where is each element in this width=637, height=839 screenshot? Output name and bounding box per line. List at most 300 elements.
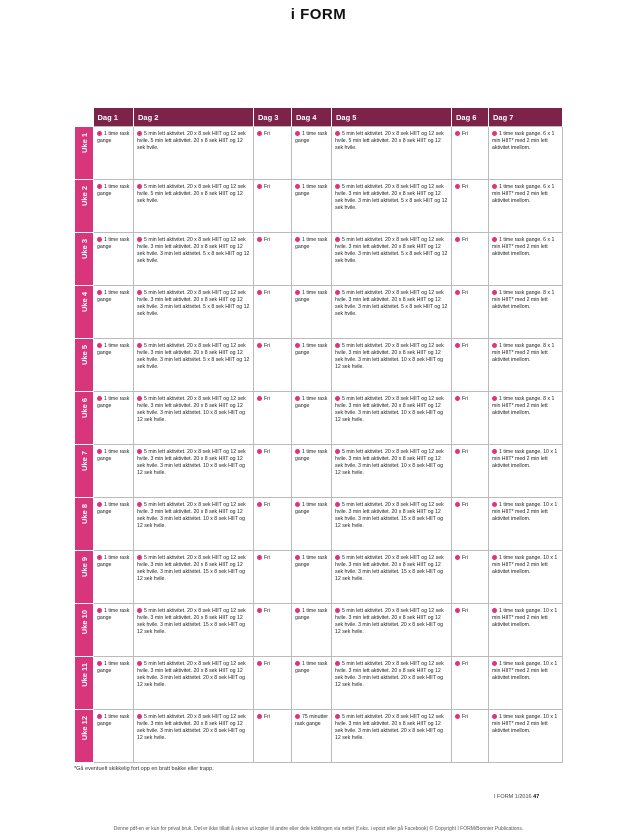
- activity-text: 1 time rask gange. 10 x 1 min HIIT* med 2 min lett aktivitet imellom.: [492, 661, 558, 681]
- week-label: Uke 11: [79, 663, 89, 687]
- activity-text: 5 min lett aktivitet. 20 x 8 sek HIIT og 12 sek hvile. 3 min lett aktivitet. 20 x 8 sek HIIT og 12 sek hvile. 3 min lett aktivitet. 5 x 8 sek HIIT og 12 sek hvile.: [137, 290, 250, 317]
- bullet-dot-icon: [335, 184, 340, 189]
- activity-text: 1 time rask gange: [97, 343, 130, 356]
- bullet-dot-icon: [492, 396, 497, 401]
- activity-text: 1 time rask gange: [295, 608, 328, 621]
- activity-text: 1 time rask gange: [97, 555, 130, 568]
- week-cell: [75, 180, 94, 233]
- bullet-dot-icon: [455, 237, 460, 242]
- activity-text: Fri: [264, 555, 271, 561]
- bullet-dot-icon: [97, 184, 102, 189]
- bullet-dot-icon: [492, 555, 497, 560]
- week-cell: [75, 551, 94, 604]
- day-cell: [452, 498, 489, 551]
- bullet-dot-icon: [455, 184, 460, 189]
- day-cell: [332, 233, 452, 286]
- bullet-dot-icon: [295, 502, 300, 507]
- day-cell: [489, 180, 563, 233]
- day-cell: [332, 657, 452, 710]
- bullet-dot-icon: [335, 449, 340, 454]
- week-label: Uke 9: [79, 557, 89, 578]
- day-cell: [489, 710, 563, 763]
- day-cell: [254, 604, 292, 657]
- week-row: [75, 445, 563, 498]
- week-row: [75, 710, 563, 763]
- bullet-dot-icon: [137, 714, 142, 719]
- activity-text: Fri: [462, 714, 469, 720]
- day-cell: [489, 339, 563, 392]
- activity-text: 5 min lett aktivitet. 20 x 8 sek HIIT og 12 sek hvile. 3 min lett aktivitet. 20 x 8 sek HIIT og 12 sek hvile. 3 min lett aktivitet. 15 x 8 sek HIIT og 12 sek hvile.: [137, 608, 246, 635]
- day-cell: [254, 445, 292, 498]
- day-cell: [489, 445, 563, 498]
- day-cell: [254, 233, 292, 286]
- week-cell: [75, 392, 94, 445]
- week-row: [75, 233, 563, 286]
- day-cell: [452, 657, 489, 710]
- week-label: Uke 6: [79, 398, 89, 419]
- activity-text: 5 min lett aktivitet. 20 x 8 sek HIIT og 12 sek hvile. 3 min lett aktivitet. 20 x 8 sek HIIT og 12 sek hvile. 3 min lett aktivitet. 10 x 8 sek HIIT og 12 sek hvile.: [335, 343, 444, 370]
- week-label: Uke 8: [79, 504, 89, 525]
- day-cell: [94, 657, 134, 710]
- week-cell: [75, 286, 94, 339]
- activity-text: 1 time rask gange. 6 x 1 min HIIT* med 2 min lett aktivitet imellom.: [492, 131, 555, 151]
- activity-text: 5 min lett aktivitet. 20 x 8 sek HIIT og 12 sek hvile. 3 min lett aktivitet. 20 x 8 sek HIIT og 12 sek hvile. 3 min lett aktivitet. 20 x 8 sek HIIT og 12 sek hvile.: [335, 714, 444, 741]
- day-cell: [134, 604, 254, 657]
- day-cell: [254, 657, 292, 710]
- day-cell: [94, 445, 134, 498]
- day-cell: [254, 392, 292, 445]
- day-cell: [292, 551, 332, 604]
- activity-text: 75 minutter rask gange: [295, 714, 328, 727]
- activity-text: Fri: [264, 608, 271, 614]
- activity-text: 5 min lett aktivitet. 20 x 8 sek HIIT og 12 sek hvile. 3 min lett aktivitet. 20 x 8 sek HIIT og 12 sek hvile. 3 min lett aktivitet. 10 x 8 sek HIIT og 12 sek hvile.: [137, 502, 246, 529]
- day-cell: [452, 339, 489, 392]
- bullet-dot-icon: [335, 396, 340, 401]
- day-cell: [292, 286, 332, 339]
- day-cell: [292, 339, 332, 392]
- activity-text: Fri: [462, 608, 469, 614]
- bullet-dot-icon: [492, 184, 497, 189]
- bullet-dot-icon: [137, 502, 142, 507]
- bullet-dot-icon: [97, 131, 102, 136]
- activity-text: Fri: [462, 449, 469, 455]
- bullet-dot-icon: [137, 449, 142, 454]
- day-cell: [332, 498, 452, 551]
- bullet-dot-icon: [97, 449, 102, 454]
- day-cell: [134, 339, 254, 392]
- copyright-disclaimer: Denne pdf-en er kun for privat bruk. Det er ikke tillatt å skrive ut kopier til andre eller dele koblingen via nettet (f.eks. i epost eller på Facebook) © Copyright I FORM/Bonnier Publications.: [113, 826, 524, 832]
- week-row: [75, 392, 563, 445]
- week-cell: [75, 657, 94, 710]
- activity-text: 1 time rask gange: [97, 714, 130, 727]
- page-number: 47: [533, 794, 540, 800]
- activity-text: 1 time rask gange. 6 x 1 min HIIT* med 2 min lett aktivitet imellom.: [492, 237, 555, 257]
- bullet-dot-icon: [492, 343, 497, 348]
- day-cell: [94, 339, 134, 392]
- bullet-dot-icon: [455, 555, 460, 560]
- activity-text: 5 min lett aktivitet. 20 x 8 sek HIIT og 12 sek hvile. 3 min lett aktivitet. 20 x 8 sek HIIT og 12 sek hvile. 3 min lett aktivitet. 15 x 8 sek HIIT og 12 sek hvile.: [335, 502, 444, 529]
- bullet-dot-icon: [97, 714, 102, 719]
- day-cell: [292, 498, 332, 551]
- bullet-dot-icon: [335, 555, 340, 560]
- bullet-dot-icon: [335, 714, 340, 719]
- day-cell: [332, 339, 452, 392]
- day-cell: [254, 339, 292, 392]
- bullet-dot-icon: [257, 184, 262, 189]
- bullet-dot-icon: [335, 608, 340, 613]
- day-cell: [134, 180, 254, 233]
- bullet-dot-icon: [257, 608, 262, 613]
- activity-text: 1 time rask gange: [295, 661, 328, 674]
- activity-text: Fri: [462, 237, 469, 243]
- day-header: Dag 7: [489, 108, 563, 127]
- week-cell: [75, 498, 94, 551]
- activity-text: Fri: [462, 396, 469, 402]
- activity-text: Fri: [462, 290, 469, 296]
- bullet-dot-icon: [455, 343, 460, 348]
- day-cell: [332, 551, 452, 604]
- bullet-dot-icon: [455, 502, 460, 507]
- day-cell: [292, 233, 332, 286]
- week-label: Uke 1: [79, 133, 89, 154]
- activity-text: 1 time rask gange. 8 x 1 min HIIT* med 2 min lett aktivitet imellom.: [492, 396, 555, 416]
- bullet-dot-icon: [257, 502, 262, 507]
- activity-text: 1 time rask gange. 8 x 1 min HIIT* med 2 min lett aktivitet imellom.: [492, 343, 555, 363]
- bullet-dot-icon: [97, 555, 102, 560]
- day-cell: [489, 392, 563, 445]
- bullet-dot-icon: [257, 714, 262, 719]
- activity-text: Fri: [462, 555, 469, 561]
- activity-text: 1 time rask gange: [295, 131, 328, 144]
- bullet-dot-icon: [257, 237, 262, 242]
- bullet-dot-icon: [335, 131, 340, 136]
- activity-text: Fri: [264, 502, 271, 508]
- bullet-dot-icon: [137, 184, 142, 189]
- day-cell: [134, 710, 254, 763]
- activity-text: 1 time rask gange: [295, 184, 328, 197]
- day-header: Dag 6: [452, 108, 489, 127]
- bullet-dot-icon: [97, 396, 102, 401]
- day-cell: [94, 127, 134, 180]
- week-label: Uke 5: [79, 345, 89, 366]
- bullet-dot-icon: [335, 290, 340, 295]
- day-cell: [254, 551, 292, 604]
- week-label: Uke 3: [79, 239, 89, 260]
- day-cell: [489, 604, 563, 657]
- bullet-dot-icon: [492, 661, 497, 666]
- day-cell: [452, 127, 489, 180]
- bullet-dot-icon: [295, 661, 300, 666]
- footnote: *Gå eventuelt skikkelig fort opp en bratt bakke eller trapp.: [74, 766, 214, 772]
- bullet-dot-icon: [492, 714, 497, 719]
- activity-text: 5 min lett aktivitet. 20 x 8 sek HIIT og 12 sek hvile. 3 min lett aktivitet. 20 x 8 sek HIIT og 12 sek hvile. 3 min lett aktivitet. 20 x 8 sek HIIT og 12 sek hvile.: [137, 661, 246, 688]
- day-cell: [452, 551, 489, 604]
- activity-text: 1 time rask gange. 10 x 1 min HIIT* med 2 min lett aktivitet imellom.: [492, 449, 558, 469]
- activity-text: Fri: [264, 343, 271, 349]
- day-cell: [452, 233, 489, 286]
- week-row: [75, 657, 563, 710]
- day-cell: [94, 710, 134, 763]
- bullet-dot-icon: [492, 290, 497, 295]
- bullet-dot-icon: [492, 237, 497, 242]
- bullet-dot-icon: [97, 608, 102, 613]
- day-cell: [134, 233, 254, 286]
- bullet-dot-icon: [257, 343, 262, 348]
- day-cell: [452, 392, 489, 445]
- bullet-dot-icon: [137, 555, 142, 560]
- activity-text: 1 time rask gange: [97, 184, 130, 197]
- training-plan-table: [74, 108, 563, 763]
- activity-text: 1 time rask gange: [295, 343, 328, 356]
- bullet-dot-icon: [97, 661, 102, 666]
- bullet-dot-icon: [137, 661, 142, 666]
- week-cell: [75, 604, 94, 657]
- day-cell: [134, 286, 254, 339]
- activity-text: 5 min lett aktivitet. 20 x 8 sek HIIT og 12 sek hvile. 5 min lett aktivitet. 20 x 8 sek HIIT og 12 sek hvile.: [137, 131, 246, 151]
- activity-text: 5 min lett aktivitet. 20 x 8 sek HIIT og 12 sek hvile. 3 min lett aktivitet. 20 x 8 sek HIIT og 12 sek hvile. 3 min lett aktivitet. 5 x 8 sek HIIT og 12 sek hvile.: [335, 290, 448, 317]
- activity-text: 5 min lett aktivitet. 20 x 8 sek HIIT og 12 sek hvile. 3 min lett aktivitet. 20 x 8 sek HIIT og 12 sek hvile. 3 min lett aktivitet. 20 x 8 sek HIIT og 12 sek hvile.: [335, 661, 444, 688]
- day-cell: [94, 498, 134, 551]
- bullet-dot-icon: [455, 290, 460, 295]
- day-header: Dag 5: [332, 108, 452, 127]
- bullet-dot-icon: [257, 290, 262, 295]
- bullet-dot-icon: [492, 502, 497, 507]
- activity-text: 1 time rask gange. 10 x 1 min HIIT* med 2 min lett aktivitet imellom.: [492, 714, 558, 734]
- day-cell: [332, 180, 452, 233]
- day-header: Dag 1: [94, 108, 134, 127]
- week-cell: [75, 339, 94, 392]
- activity-text: Fri: [264, 184, 271, 190]
- bullet-dot-icon: [295, 396, 300, 401]
- activity-text: 5 min lett aktivitet. 20 x 8 sek HIIT og 12 sek hvile. 3 min lett aktivitet. 20 x 8 sek HIIT og 12 sek hvile. 3 min lett aktivitet. 15 x 8 sek HIIT og 12 sek hvile.: [335, 555, 444, 582]
- activity-text: Fri: [264, 714, 271, 720]
- day-cell: [452, 710, 489, 763]
- activity-text: 1 time rask gange: [295, 449, 328, 462]
- activity-text: 5 min lett aktivitet. 20 x 8 sek HIIT og 12 sek hvile. 3 min lett aktivitet. 20 x 8 sek HIIT og 12 sek hvile. 3 min lett aktivitet. 10 x 8 sek HIIT og 12 sek hvile.: [335, 449, 444, 476]
- bullet-dot-icon: [455, 608, 460, 613]
- activity-text: 5 min lett aktivitet. 20 x 8 sek HIIT og 12 sek hvile. 3 min lett aktivitet. 20 x 8 sek HIIT og 12 sek hvile. 3 min lett aktivitet. 10 x 8 sek HIIT og 12 sek hvile.: [137, 449, 246, 476]
- activity-text: 1 time rask gange: [97, 661, 130, 674]
- day-cell: [94, 604, 134, 657]
- activity-text: Fri: [264, 131, 271, 137]
- activity-text: Fri: [462, 131, 469, 137]
- activity-text: 1 time rask gange. 10 x 1 min HIIT* med 2 min lett aktivitet imellom.: [492, 502, 558, 522]
- bullet-dot-icon: [295, 343, 300, 348]
- bullet-dot-icon: [257, 555, 262, 560]
- day-cell: [292, 180, 332, 233]
- page-label: I FORM 1/2016: [494, 794, 532, 800]
- activity-text: 5 min lett aktivitet. 20 x 8 sek HIIT og 12 sek hvile. 3 min lett aktivitet. 20 x 8 sek HIIT og 12 sek hvile. 3 min lett aktivitet. 20 x 8 sek HIIT og 12 sek hvile.: [335, 608, 444, 635]
- day-cell: [489, 551, 563, 604]
- day-cell: [94, 180, 134, 233]
- bullet-dot-icon: [295, 184, 300, 189]
- day-cell: [134, 445, 254, 498]
- day-cell: [134, 392, 254, 445]
- magazine-logo: i FORM: [290, 6, 347, 23]
- day-cell: [254, 127, 292, 180]
- bullet-dot-icon: [455, 131, 460, 136]
- page-footer: [494, 794, 539, 800]
- activity-text: 1 time rask gange: [295, 396, 328, 409]
- bullet-dot-icon: [335, 502, 340, 507]
- bullet-dot-icon: [335, 343, 340, 348]
- day-cell: [489, 233, 563, 286]
- day-header: Dag 2: [134, 108, 254, 127]
- day-cell: [292, 604, 332, 657]
- week-row: [75, 339, 563, 392]
- day-cell: [94, 233, 134, 286]
- activity-text: 5 min lett aktivitet. 20 x 8 sek HIIT og 12 sek hvile. 5 min lett aktivitet. 20 x 8 sek HIIT og 12 sek hvile.: [137, 184, 246, 204]
- activity-text: 5 min lett aktivitet. 20 x 8 sek HIIT og 12 sek hvile. 3 min lett aktivitet. 20 x 8 sek HIIT og 12 sek hvile. 3 min lett aktivitet. 10 x 8 sek HIIT og 12 sek hvile.: [137, 396, 246, 423]
- bullet-dot-icon: [492, 449, 497, 454]
- week-cell: [75, 127, 94, 180]
- bullet-dot-icon: [97, 237, 102, 242]
- activity-text: Fri: [264, 396, 271, 402]
- activity-text: 1 time rask gange: [97, 608, 130, 621]
- activity-text: Fri: [462, 661, 469, 667]
- activity-text: 5 min lett aktivitet. 20 x 8 sek HIIT og 12 sek hvile. 3 min lett aktivitet. 20 x 8 sek HIIT og 12 sek hvile. 3 min lett aktivitet. 20 x 8 sek HIIT og 12 sek hvile.: [137, 714, 246, 741]
- day-cell: [134, 551, 254, 604]
- activity-text: 1 time rask gange: [97, 502, 130, 515]
- bullet-dot-icon: [492, 131, 497, 136]
- bullet-dot-icon: [137, 343, 142, 348]
- activity-text: 1 time rask gange: [295, 290, 328, 303]
- day-cell: [489, 127, 563, 180]
- day-cell: [332, 392, 452, 445]
- bullet-dot-icon: [295, 449, 300, 454]
- activity-text: Fri: [264, 290, 271, 296]
- week-cell: [75, 233, 94, 286]
- bullet-dot-icon: [97, 290, 102, 295]
- day-cell: [134, 498, 254, 551]
- week-label: Uke 7: [79, 451, 89, 472]
- activity-text: 1 time rask gange. 10 x 1 min HIIT* med 2 min lett aktivitet imellom.: [492, 555, 558, 575]
- week-row: [75, 551, 563, 604]
- bullet-dot-icon: [97, 343, 102, 348]
- week-row: [75, 127, 563, 180]
- bullet-dot-icon: [335, 237, 340, 242]
- day-cell: [254, 180, 292, 233]
- day-cell: [254, 710, 292, 763]
- bullet-dot-icon: [97, 502, 102, 507]
- day-cell: [489, 498, 563, 551]
- bullet-dot-icon: [257, 131, 262, 136]
- week-label: Uke 12: [79, 716, 89, 741]
- bullet-dot-icon: [295, 555, 300, 560]
- activity-text: 5 min lett aktivitet. 20 x 8 sek HIIT og 12 sek hvile. 3 min lett aktivitet. 20 x 8 sek HIIT og 12 sek hvile. 3 min lett aktivitet. 5 x 8 sek HIIT og 12 sek hvile.: [137, 343, 250, 370]
- bullet-dot-icon: [257, 396, 262, 401]
- day-cell: [452, 286, 489, 339]
- activity-text: 1 time rask gange: [295, 237, 328, 250]
- activity-text: 1 time rask gange: [97, 449, 130, 462]
- bullet-dot-icon: [455, 714, 460, 719]
- corner-cell: [75, 108, 94, 127]
- bullet-dot-icon: [137, 608, 142, 613]
- bullet-dot-icon: [295, 608, 300, 613]
- bullet-dot-icon: [137, 131, 142, 136]
- day-cell: [332, 127, 452, 180]
- day-cell: [292, 710, 332, 763]
- day-cell: [332, 286, 452, 339]
- activity-text: 5 min lett aktivitet. 20 x 8 sek HIIT og 12 sek hvile. 3 min lett aktivitet. 20 x 8 sek HIIT og 12 sek hvile. 3 min lett aktivitet. 5 x 8 sek HIIT og 12 sek hvile.: [335, 237, 448, 264]
- activity-text: 5 min lett aktivitet. 20 x 8 sek HIIT og 12 sek hvile. 5 min lett aktivitet. 20 x 8 sek HIIT og 12 sek hvile.: [335, 131, 444, 151]
- day-cell: [332, 710, 452, 763]
- bullet-dot-icon: [137, 290, 142, 295]
- activity-text: 5 min lett aktivitet. 20 x 8 sek HIIT og 12 sek hvile. 3 min lett aktivitet. 20 x 8 sek HIIT og 12 sek hvile. 3 min lett aktivitet. 5 x 8 sek HIIT og 12 sek hvile.: [137, 237, 250, 264]
- activity-text: 1 time rask gange. 10 x 1 min HIIT* med 2 min lett aktivitet imellom.: [492, 608, 558, 628]
- day-cell: [292, 445, 332, 498]
- day-cell: [134, 657, 254, 710]
- bullet-dot-icon: [295, 714, 300, 719]
- day-cell: [292, 392, 332, 445]
- day-cell: [452, 180, 489, 233]
- week-label: Uke 2: [79, 186, 89, 207]
- bullet-dot-icon: [295, 237, 300, 242]
- bullet-dot-icon: [455, 661, 460, 666]
- week-row: [75, 286, 563, 339]
- day-header: Dag 3: [254, 108, 292, 127]
- activity-text: 5 min lett aktivitet. 20 x 8 sek HIIT og 12 sek hvile. 3 min lett aktivitet. 20 x 8 sek HIIT og 12 sek hvile. 3 min lett aktivitet. 5 x 8 sek HIIT og 12 sek hvile.: [335, 184, 448, 211]
- bullet-dot-icon: [492, 608, 497, 613]
- bullet-dot-icon: [455, 396, 460, 401]
- week-cell: [75, 710, 94, 763]
- day-cell: [254, 498, 292, 551]
- bullet-dot-icon: [257, 449, 262, 454]
- activity-text: 1 time rask gange. 8 x 1 min HIIT* med 2 min lett aktivitet imellom.: [492, 290, 555, 310]
- bullet-dot-icon: [257, 661, 262, 666]
- week-row: [75, 498, 563, 551]
- day-cell: [94, 286, 134, 339]
- activity-text: 1 time rask gange: [97, 396, 130, 409]
- activity-text: 1 time rask gange: [97, 131, 130, 144]
- bullet-dot-icon: [137, 237, 142, 242]
- day-header: Dag 4: [292, 108, 332, 127]
- activity-text: 5 min lett aktivitet. 20 x 8 sek HIIT og 12 sek hvile. 3 min lett aktivitet. 20 x 8 sek HIIT og 12 sek hvile. 3 min lett aktivitet. 15 x 8 sek HIIT og 12 sek hvile.: [137, 555, 246, 582]
- day-cell: [452, 604, 489, 657]
- activity-text: Fri: [264, 661, 271, 667]
- activity-text: Fri: [462, 502, 469, 508]
- bullet-dot-icon: [137, 396, 142, 401]
- activity-text: 1 time rask gange. 6 x 1 min HIIT* med 2 min lett aktivitet imellom.: [492, 184, 555, 204]
- bullet-dot-icon: [335, 661, 340, 666]
- week-label: Uke 10: [79, 610, 89, 635]
- activity-text: 1 time rask gange: [97, 290, 130, 303]
- day-cell: [94, 551, 134, 604]
- activity-text: 1 time rask gange: [97, 237, 130, 250]
- activity-text: 1 time rask gange: [295, 502, 328, 515]
- day-cell: [254, 286, 292, 339]
- week-row: [75, 604, 563, 657]
- activity-text: Fri: [462, 343, 469, 349]
- week-label: Uke 4: [79, 292, 89, 313]
- bullet-dot-icon: [295, 290, 300, 295]
- activity-text: Fri: [264, 449, 271, 455]
- day-cell: [292, 127, 332, 180]
- day-cell: [332, 445, 452, 498]
- day-cell: [292, 657, 332, 710]
- day-cell: [489, 286, 563, 339]
- bullet-dot-icon: [295, 131, 300, 136]
- activity-text: Fri: [264, 237, 271, 243]
- activity-text: Fri: [462, 184, 469, 190]
- day-cell: [332, 604, 452, 657]
- day-cell: [94, 392, 134, 445]
- week-row: [75, 180, 563, 233]
- activity-text: 5 min lett aktivitet. 20 x 8 sek HIIT og 12 sek hvile. 3 min lett aktivitet. 20 x 8 sek HIIT og 12 sek hvile. 3 min lett aktivitet. 10 x 8 sek HIIT og 12 sek hvile.: [335, 396, 444, 423]
- week-cell: [75, 445, 94, 498]
- day-cell: [134, 127, 254, 180]
- bullet-dot-icon: [455, 449, 460, 454]
